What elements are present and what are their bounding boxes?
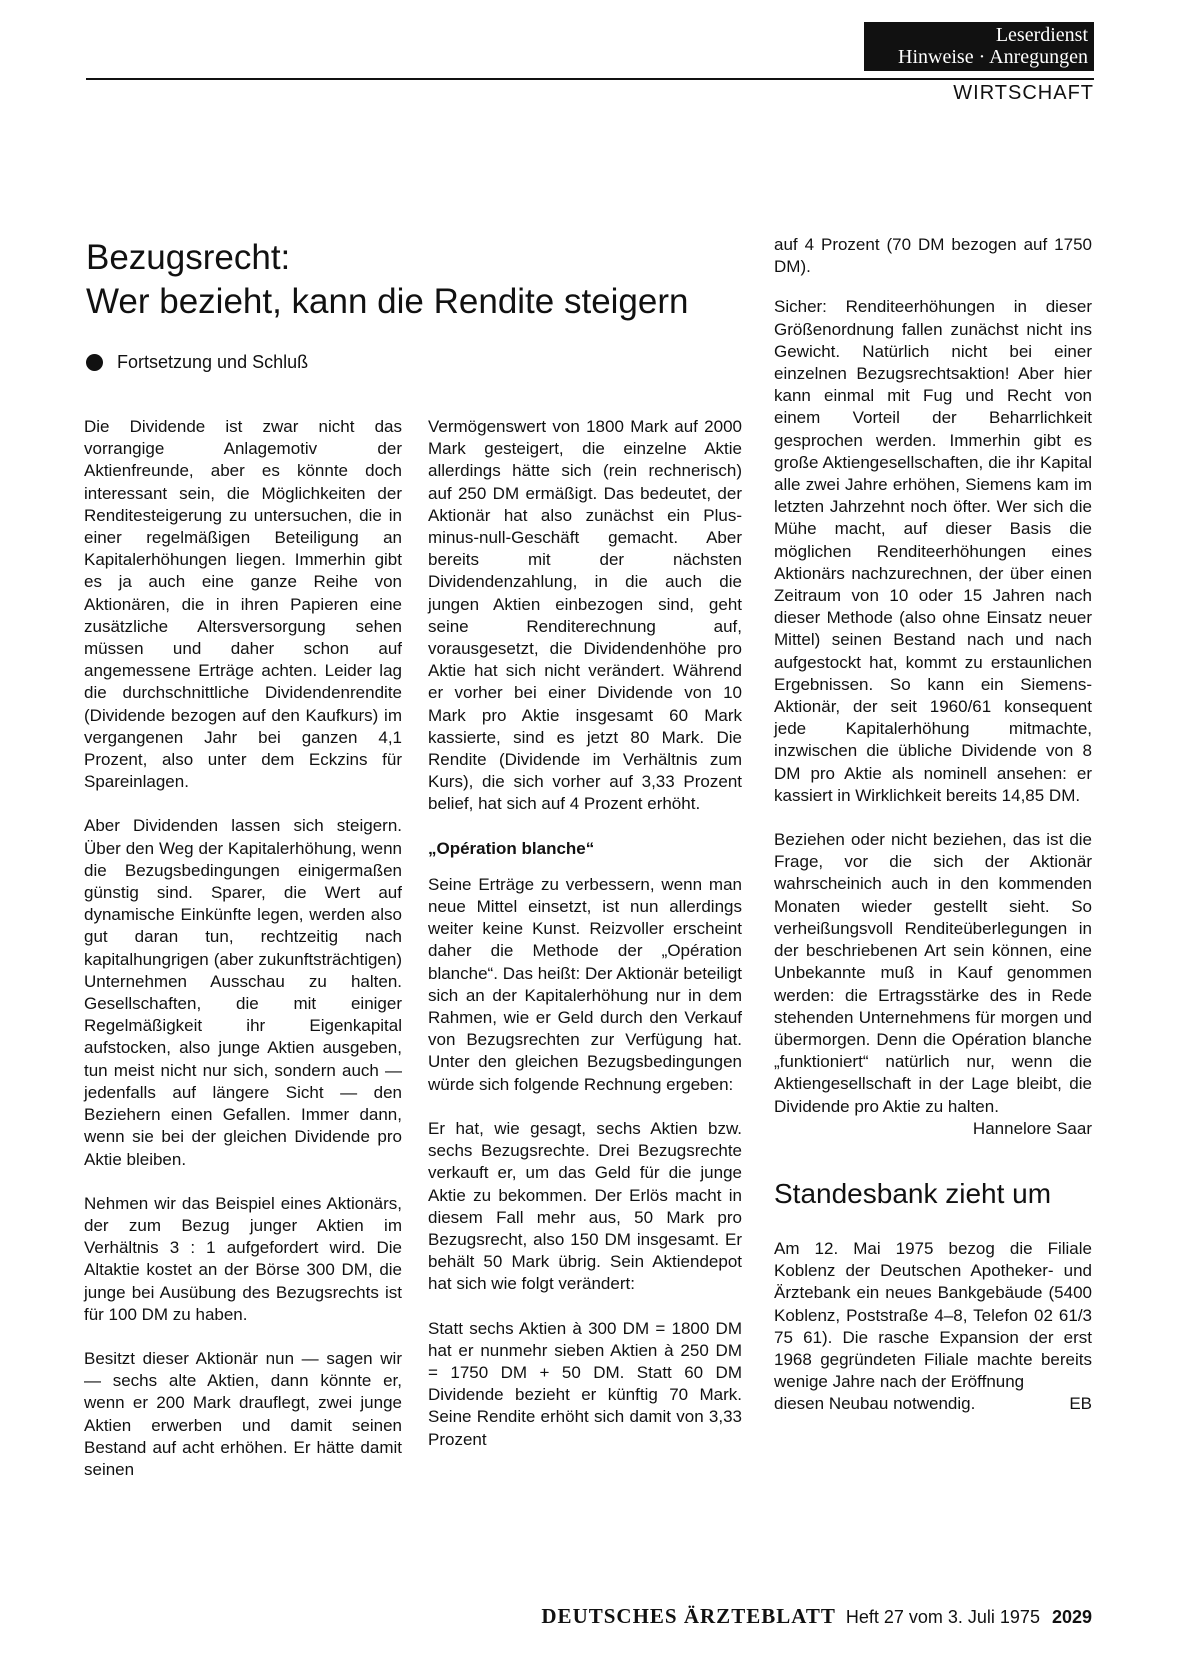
bullet-icon xyxy=(86,354,103,371)
paragraph: Beziehen oder nicht beziehen, das ist die Frage, vor die sich der Aktionär wahrscheinich auch in den kommenden Monaten wieder gestellt sieht. So verheißungsvoll Renditeüberlegungen in der beschriebenen Art sein können, eine Unbekannte muß in Kauf genommen werden: die Ertragsstärke des in Rede stehenden Unternehmens für morgen und übermorgen. Denn die Opération blanche „funktioniert“ natürlich nur, wenn die Aktiengesellschaft in der Lage bleibt, die Dividende pro Aktie zu halten. xyxy=(774,830,1092,1116)
journal-name: DEUTSCHES ÄRZTEBLATT xyxy=(541,1604,836,1628)
continuation-note xyxy=(86,352,308,373)
paragraph: Besitzt dieser Aktionär nun — sagen wir — sechs alte Aktien, dann könnte er, wenn er 200 Mark drauflegt, zwei junge Aktien erwerben und damit seinen Bestand auf acht erhöhen. Er hätte damit seinen xyxy=(84,1348,402,1479)
news-headline: Standesbank zieht um xyxy=(774,1177,1052,1209)
paragraph: Vermögenswert von 1800 Mark auf 2000 Mark gesteigert, die einzelne Aktie allerdings hätte sich (rein rechnerisch) auf 250 DM ermäßigt. Das bedeutet, der Aktionär hat also zunächst ein Plus-minus-null-Geschäft gemacht. Aber bereits mit der nächsten Dividendenzahlung, in die auch die jungen Aktien einbezogen sind, geht seine Renditerechnung auf, vorausgesetzt, die Dividendenhöhe pro Aktie hat sich nicht verändert. Während er vorher bei einer Dividende von 10 Mark pro Aktie insgesamt 60 Mark kassierte, sind es jetzt 80 Mark. Die Rendite (Dividende im Verhältnis zum Kurs), die sich vorher auf 3,33 Prozent belief, hat sich auf 4 Prozent erhöht. xyxy=(428,417,742,814)
news-last-text: diesen Neubau notwendig. xyxy=(774,1394,976,1414)
page-footer xyxy=(541,1604,1092,1629)
paragraph: Die Dividende ist zwar nicht das vorrangige Anlagemotiv der Aktienfreunde, aber es könnte doch interessant sein, die Möglichkeiten der Renditesteigerung zu untersuchen, die in einer regelmäßigen Beteiligung an Kapitalerhöhungen liegen. Immerhin gibt es ja auch eine ganze Reihe von Aktionären, die in ihren Papieren eine zusätzliche Altersversorgung sehen müssen und daher schon auf angemessene Erträge achten. Leider lag die durchschnittliche Dividendenrendite (Dividende bezogen auf den Kaufkurs) im vergangenen Jahr bei ganzen 4,1 Prozent, also unter dem Eckzins für Spareinlagen. xyxy=(84,417,402,792)
issue-info: Heft 27 vom 3. Juli 1975 xyxy=(845,1607,1040,1627)
article-column-3 xyxy=(774,234,1092,1416)
article-author: Hannelore Saar xyxy=(972,1118,1092,1138)
subheading: „Opération blanche“ xyxy=(428,838,595,858)
headline-line1: Bezugsrecht: xyxy=(86,238,291,277)
article-column-1 xyxy=(84,416,402,1503)
section-label: WIRTSCHAFT xyxy=(953,82,1094,104)
paragraph: Aber Dividenden lassen sich steigern. Über den Weg der Kapitalerhöhung, wenn die Bezugsbedingungen einigermaßen günstig sind. Sparer, die Wert auf dynamische Einkünfte legen, werden also gut daran tun, rechtzeitig nach kapitalhungrigen (aber zukunftsträchtigen) Unternehmen Ausschau zu halten. Gesellschaften, die mit einiger Regelmäßigkeit ihr Eigenkapital aufstocken, also junge Aktien ausgeben, tun meist nicht nur sich, sondern auch — jedenfalls auf längere Sicht — den Beziehern einen Gefallen. Immer dann, wenn sie bei der gleichen Dividende pro Aktie bleiben. xyxy=(84,816,402,1169)
header-rule xyxy=(86,78,1094,80)
column-label-line2: Hinweise · Anregungen xyxy=(898,46,1088,68)
news-paragraph: Am 12. Mai 1975 bezog die Filiale Koblenz der Deutschen Apotheker- und Ärztebank ein neues Bankgebäude (5400 Koblenz, Poststraße 4–8, Telefon 02 61/3 75 61). Die rasche Expansion der erst 1968 gegründeten Filiale machte bereits wenige Jahre nach der Eröffnung xyxy=(774,1238,1092,1392)
news-author: EB xyxy=(1069,1394,1092,1414)
article-column-2 xyxy=(428,416,742,1473)
column-label-line1: Leserdienst xyxy=(995,24,1088,46)
column-label xyxy=(864,22,1094,71)
news-last-line xyxy=(774,1393,1092,1415)
page-number: 2029 xyxy=(1051,1607,1092,1627)
paragraph: Er hat, wie gesagt, sechs Aktien bzw. sechs Bezugsrechte. Drei Bezugsrechte verkauft er, um das Geld für die junge Aktie zu bekommen. Der Erlös macht in diesem Fall mehr aus, 50 Mark pro Bezugsrecht, also 150 DM insgesamt. Er behält 50 Mark übrig. Sein Aktiendepot hat sich wie folgt verändert: xyxy=(428,1118,742,1294)
paragraph: Statt sechs Aktien à 300 DM = 1800 DM hat er nunmehr sieben Aktien à 250 DM = 1750 DM + 50 DM. Statt 60 DM Dividende bezieht er künftig 70 Mark. Seine Rendite erhöht sich damit von 3,33 Prozent xyxy=(428,1318,742,1449)
paragraph: Seine Erträge zu verbessern, wenn man neue Mittel einsetzt, ist nun allerdings weiter keine Kunst. Reizvoller erscheint daher die Methode der „Opération blanche“. Das heißt: Der Aktionär beteiligt sich an der Kapitalerhöhung nur in dem Rahmen, wie er Geld durch den Verkauf von Bezugsrechten zur Verfügung hat. Unter den gleichen Bezugsbedingungen würde sich folgende Rechnung ergeben: xyxy=(428,874,742,1094)
paragraph: Nehmen wir das Beispiel eines Aktionärs, der zum Bezug junger Aktien im Verhältnis 3 : 1 aufgefordert wird. Die Altaktie kostet an der Börse 300 DM, die junge bei Ausübung des Bezugsrechts ist für 100 DM zu haben. xyxy=(84,1193,402,1324)
headline-line2: Wer bezieht, kann die Rendite steigern xyxy=(86,282,689,321)
paragraph: Sicher: Renditeerhöhungen in dieser Größenordnung fallen zunächst nicht ins Gewicht. Natürlich nicht bei einer einzelnen Bezugsrechtsaktion! Aber hier kann einmal mit Fug und Recht von einem Vorteil der Beharrlichkeit gesprochen werden. Immerhin gibt es große Aktiengesellschaften, die ihr Kapital alle zwei Jahre erhöhen, Siemens kam im letzten Jahrzehnt noch öfter. Wer sich die Mühe macht, auf dieser Basis die möglichen Renditeerhöhungen eines Aktionärs nachzurechnen, der über einen Zeitraum von 10 oder 15 Jahren nach dieser Methode (also ohne Einsatz neuer Mittel) seinen Bestand nach und nach aufgestockt hat, kommt zu erstaunlichen Ergebnissen. So kann ein Siemens-Aktionär, der seit 1960/61 konsequent jede Kapitalerhöhung mitmachte, inzwischen die übliche Dividende von 8 DM pro Aktie als nominell ansehen: er kassiert in Wirklichkeit bereits 14,85 DM. xyxy=(774,297,1092,805)
article-headline xyxy=(86,236,746,324)
continuation-text: Fortsetzung und Schluß xyxy=(117,352,309,372)
paragraph: auf 4 Prozent (70 DM bezogen auf 1750 DM). xyxy=(774,235,1092,277)
